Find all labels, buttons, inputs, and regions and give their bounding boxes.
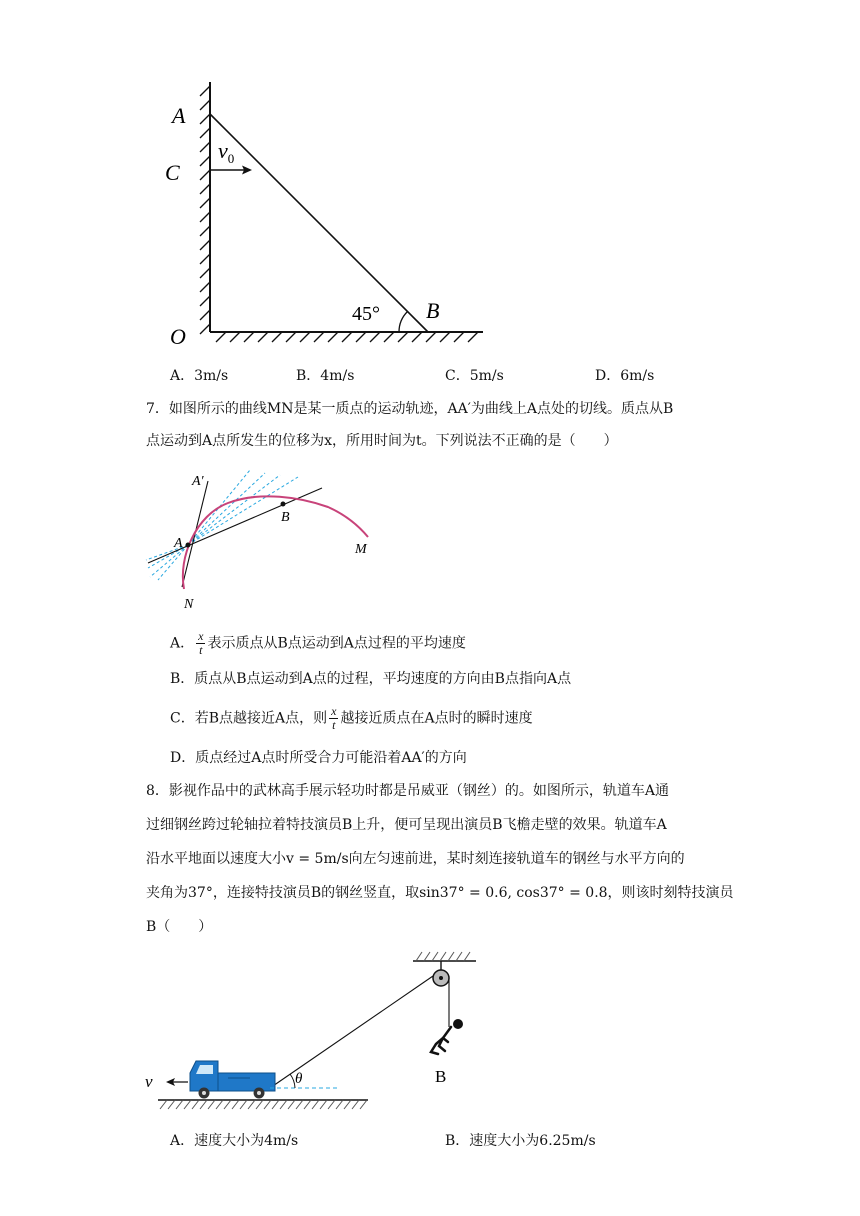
label-A-prime: A′ [192,474,204,489]
option-text: 4m/s [320,368,355,384]
q7-option-c[interactable] [170,705,533,731]
point-A [186,543,191,548]
option-text: 5m/s [469,368,504,384]
label-A: A [172,103,186,128]
option-text-before: C．若B点越接近A点，则 [170,710,328,727]
q7-stem-line1: 7．如图所示的曲线MN是某一质点的运动轨迹，AA′为曲线上A点处的切线。质点从B [146,401,674,417]
option-text: 6m/s [620,368,655,384]
q8-stem-line3: 沿水平地面以速度大小v = 5m/s向左匀速前进，某时刻连接轨道车的钢丝与水平方向的 [146,851,685,867]
option-letter: A． [170,368,195,384]
label-A: A [174,536,183,551]
q7-option-a[interactable] [170,630,466,656]
incline-wall-figure [150,70,500,355]
label-v: v [145,1072,153,1091]
fraction-x-over-t [329,705,338,732]
q8-option-b[interactable] [445,1131,596,1151]
option-letter: B． [445,1133,470,1149]
incline-line [210,114,428,332]
point-B [281,502,286,507]
q6-option-d[interactable] [595,366,654,386]
q8-stem-line2: 过细钢丝跨过轮轴拉着特技演员B上升，便可呈现出演员B飞檐走壁的效果。轨道车A [146,817,667,833]
option-text-after: 越接近质点在A点时的瞬时速度 [340,710,533,727]
q8-stem-line4: 夹角为37°，连接特技演员B的钢丝竖直，取sin37° = 0.6, cos37° = 0.8，则该时刻特技演员 [146,885,734,901]
q7-stem-line2: 点运动到A点所发生的位移为x，所用时间为t。下列说法不正确的是（ ） [146,433,618,449]
fraction-x-over-t [196,630,205,657]
label-v0: $v_0$ [218,138,235,166]
q6-option-b[interactable] [296,366,354,386]
angle-label: 45° [352,303,380,325]
fraction-denominator: t [199,643,203,657]
option-letter: A． [170,1133,195,1149]
fraction-numerator: x [198,629,204,643]
q6-option-c[interactable] [445,366,504,386]
option-letter: A． [170,635,195,652]
label-M: M [355,542,367,557]
q8-option-a[interactable] [170,1131,298,1151]
truck-pulley-figure [140,945,490,1120]
label-C: C [165,160,180,185]
trajectory-curve [183,496,368,589]
label-B: B [426,298,440,323]
option-text: 速度大小为6.25m/s [469,1133,596,1149]
fraction-denominator: t [332,718,336,732]
label-N: N [184,597,194,612]
option-text: 速度大小为4m/s [194,1133,299,1149]
option-letter: B． [296,368,321,384]
fraction-numerator: x [331,704,337,718]
trajectory-figure [140,465,380,615]
option-text: 3m/s [194,368,229,384]
performer-icon [431,1019,463,1054]
label-O: O [170,324,186,349]
option-letter: D． [595,368,621,384]
q8-stem-line1: 8．影视作品中的武林高手展示轻功时都是吊威亚（钢丝）的。如图所示，轨道车A通 [146,783,670,799]
label-theta: θ [295,1071,303,1087]
option-text: 表示质点从B点运动到A点过程的平均速度 [207,635,466,652]
q7-option-d[interactable]: D．质点经过A点时所受合力可能沿着AA′的方向 [170,750,467,766]
label-B: B [435,1067,447,1086]
truck-icon [190,1061,275,1099]
label-B: B [281,510,290,525]
q8-stem-line5: B（ ） [146,919,213,935]
option-letter: C． [445,368,470,384]
q7-option-b[interactable]: B．质点从B点运动到A点的过程，平均速度的方向由B点指向A点 [170,671,572,687]
q6-option-a[interactable] [170,366,228,386]
